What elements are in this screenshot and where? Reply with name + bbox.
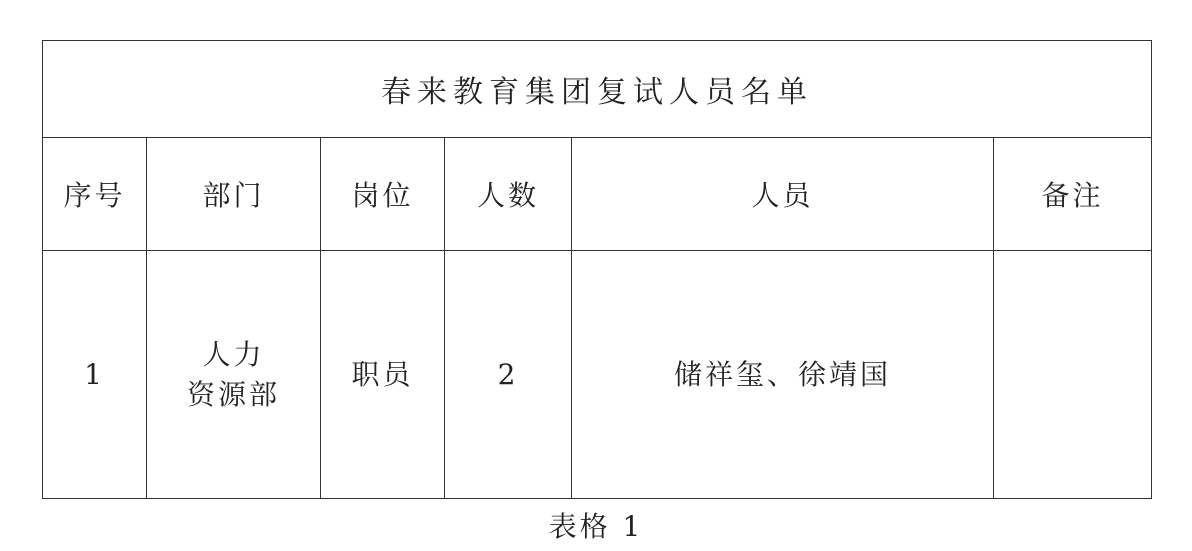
cell-index: 1 bbox=[43, 251, 147, 499]
table-header-row bbox=[43, 138, 1152, 251]
cell-remark bbox=[994, 251, 1152, 499]
header-position: 岗位 bbox=[321, 138, 445, 251]
department-line-2: 资源部 bbox=[186, 377, 280, 411]
table-caption: 表格 1 bbox=[548, 510, 644, 543]
header-department: 部门 bbox=[147, 138, 321, 251]
cell-department bbox=[147, 251, 321, 499]
table-title: 春来教育集团复试人员名单 bbox=[43, 41, 1152, 138]
table-title-row bbox=[43, 41, 1152, 138]
header-people: 人员 bbox=[572, 138, 994, 251]
cell-position: 职员 bbox=[321, 251, 445, 499]
cell-people: 储祥玺、徐靖国 bbox=[572, 251, 994, 499]
header-remark: 备注 bbox=[994, 138, 1152, 251]
department-line-1: 人力 bbox=[202, 337, 265, 371]
candidate-list-table bbox=[42, 40, 1152, 499]
header-index: 序号 bbox=[43, 138, 147, 251]
cell-count: 2 bbox=[445, 251, 572, 499]
table-row bbox=[43, 251, 1152, 499]
header-count: 人数 bbox=[445, 138, 572, 251]
